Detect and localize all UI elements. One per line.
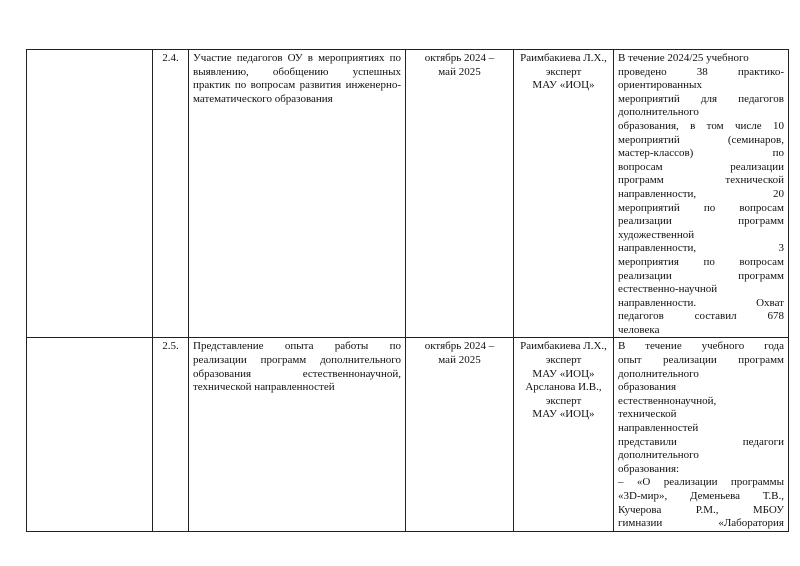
activity-line: технической направленностей [193, 381, 335, 394]
date-line: октябрь 2024 – [424, 340, 495, 353]
result-line: направленностей [618, 422, 699, 435]
table-row [27, 338, 789, 531]
result-line: направленности, 20 [618, 187, 784, 200]
activity-line: Участие педагогов ОУ в мероприятиях по [193, 52, 401, 64]
result-line: дополнительного [618, 106, 699, 119]
section-cell [27, 50, 153, 338]
result-line: реализации программ [618, 269, 784, 282]
result-line: опыт реализации программ [618, 354, 784, 367]
date-line: май 2025 [438, 65, 481, 78]
result-line: проведено 38 практико- [618, 65, 784, 78]
plan-table [26, 49, 789, 532]
responsible-line: Раимбакиева Л.Х., [520, 340, 607, 353]
dates-cell [406, 338, 514, 531]
result-line: «3D-мир», Деменьева Т.В., [618, 490, 784, 502]
activity-line: Представление опыта работы по [193, 340, 401, 353]
responsible-line: эксперт [545, 65, 582, 78]
result-line: художественной [618, 228, 695, 241]
result-line: человека [618, 323, 660, 336]
result-line: направленности, 3 [618, 242, 784, 255]
responsible-line: эксперт [545, 354, 582, 367]
result-line: представили педагоги [618, 435, 784, 448]
date-line: октябрь 2024 – [424, 52, 495, 64]
responsible-line: Арсланова И.В., [525, 381, 602, 394]
item-number: 2.5. [153, 338, 189, 531]
responsible-line: МАУ «ИОЦ» [532, 79, 595, 92]
result-line: образования [618, 381, 677, 394]
result-line: образования, в том числе 10 [618, 119, 784, 132]
date-line: май 2025 [438, 354, 481, 367]
responsible-cell [514, 338, 614, 531]
result-line: направленности. Охват [618, 296, 784, 309]
responsible-line: МАУ «ИОЦ» [532, 367, 595, 380]
result-line: мастер-классов) по [618, 147, 784, 160]
result-line: технической [618, 408, 677, 421]
result-line: естественнонаучной, [618, 394, 717, 407]
activity-line: математического образования [193, 92, 333, 105]
result-line: гимназии «Лаборатория [618, 517, 784, 530]
result-line: мероприятий по вопросам [618, 201, 784, 214]
activity-line: реализации программ дополнительного [193, 354, 401, 367]
result-line: образования: [618, 462, 680, 475]
dates-cell [406, 50, 514, 338]
result-line: вопросам реализации [618, 160, 784, 173]
result-line: естественно-научной [618, 283, 718, 296]
activity-line: выявлению, обобщению успешных [193, 65, 401, 78]
result-line: ориентированных [618, 79, 702, 92]
result-line: Кучерова Р.М., МБОУ [618, 503, 784, 516]
result-line: мероприятия по вопросам [618, 255, 784, 268]
result-line: В течение учебного года [618, 340, 784, 353]
result-line: В течение 2024/25 учебного [618, 52, 749, 64]
responsible-line: эксперт [545, 394, 582, 407]
result-line: – «О реализации программы [618, 476, 784, 489]
result-line: мероприятий (семинаров, [618, 133, 784, 146]
section-cell [27, 338, 153, 531]
result-cell [614, 338, 789, 531]
result-line: дополнительного [618, 367, 699, 380]
item-number: 2.4. [153, 50, 189, 338]
result-line: мероприятий для педагогов [618, 92, 784, 105]
result-line: педагогов составил 678 [618, 310, 784, 323]
activity-cell [189, 50, 406, 338]
result-cell [614, 50, 789, 338]
result-line: программ технической [618, 174, 784, 187]
activity-line: практик по вопросам развития инженерно- [193, 79, 401, 92]
activity-cell [189, 338, 406, 531]
result-line: дополнительного [618, 449, 699, 462]
responsible-cell [514, 50, 614, 338]
activity-line: образования естественнонаучной, [193, 367, 401, 380]
table-row [27, 50, 789, 338]
result-line: реализации программ [618, 215, 784, 228]
responsible-line: МАУ «ИОЦ» [532, 408, 595, 421]
responsible-line: Раимбакиева Л.Х., [520, 52, 607, 64]
